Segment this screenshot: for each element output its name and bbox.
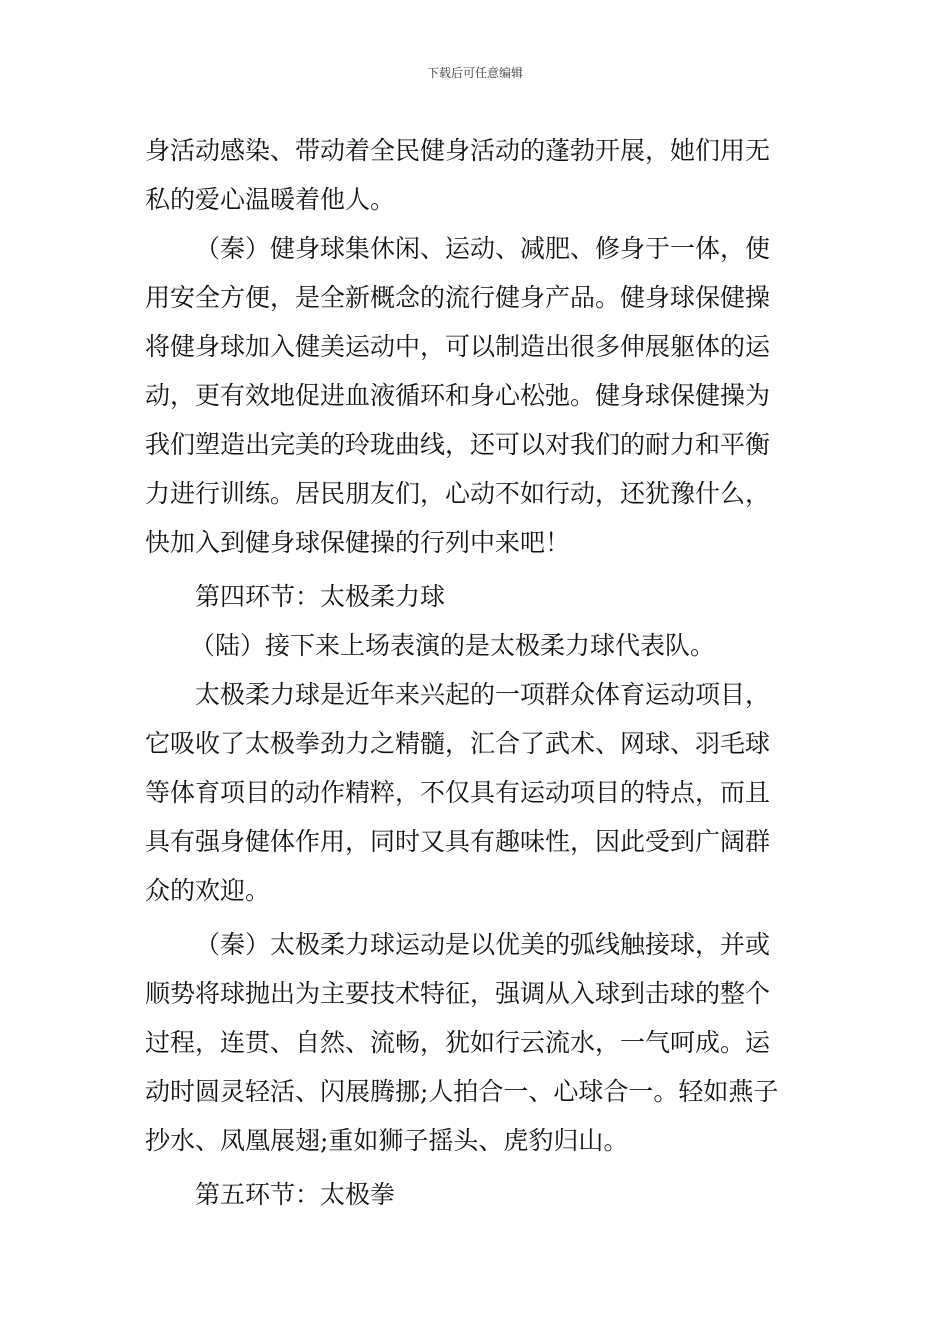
paragraph-line: 快加入到健身球保健操的行列中来吧！ <box>145 528 571 557</box>
paragraph-line: 私的爱心温暖着他人。 <box>145 185 396 214</box>
paragraph-line: 将健身球加入健美运动中，可以制造出很多伸展躯体的运 <box>145 332 771 361</box>
section-heading: 第五环节：太极拳 <box>195 1180 396 1209</box>
paragraph-line: （秦）健身球集休闲、运动、减肥、修身于一体，使 <box>195 234 771 263</box>
paragraph-line: 太极柔力球是近年来兴起的一项群众体育运动项目， <box>195 680 771 709</box>
paragraph-line: 具有强身健体作用，同时又具有趣味性，因此受到广阔群 <box>145 827 771 856</box>
paragraph-line: 动时圆灵轻活、闪展腾挪;人拍合一、心球合一。轻如燕子 <box>145 1077 779 1106</box>
paragraph-line: 我们塑造出完美的玲珑曲线，还可以对我们的耐力和平衡 <box>145 430 771 459</box>
paragraph-line: 动，更有效地促进血液循环和身心松弛。健身球保健操为 <box>145 381 771 410</box>
section-heading: 第四环节：太极柔力球 <box>195 582 446 611</box>
page-header: 下载后可任意编辑 <box>426 66 523 80</box>
paragraph-line: 抄水、凤凰展翅;重如狮子摇头、虎豹归山。 <box>145 1126 629 1155</box>
paragraph-line: 等体育项目的动作精粹，不仅具有运动项目的特点，而且 <box>145 778 771 807</box>
paragraph-line: 过程，连贯、自然、流畅，犹如行云流水，一气呵成。运 <box>145 1028 771 1057</box>
paragraph-line: 它吸收了太极拳劲力之精髓，汇合了武术、网球、羽毛球 <box>145 729 771 758</box>
paragraph-line: 众的欢迎。 <box>145 876 271 905</box>
paragraph-line: （陆）接下来上场表演的是太极柔力球代表队。 <box>190 631 716 660</box>
paragraph-line: （秦）太极柔力球运动是以优美的弧线触接球，并或 <box>195 930 771 959</box>
paragraph-line: 用安全方便，是全新概念的流行健身产品。健身球保健操 <box>145 283 771 312</box>
paragraph-line: 顺势将球抛出为主要技术特征，强调从入球到击球的整个 <box>145 979 771 1008</box>
paragraph-line: 力进行训练。居民朋友们，心动不如行动，还犹豫什么， <box>145 479 771 508</box>
paragraph-line: 身活动感染、带动着全民健身活动的蓬勃开展，她们用无 <box>145 136 771 165</box>
